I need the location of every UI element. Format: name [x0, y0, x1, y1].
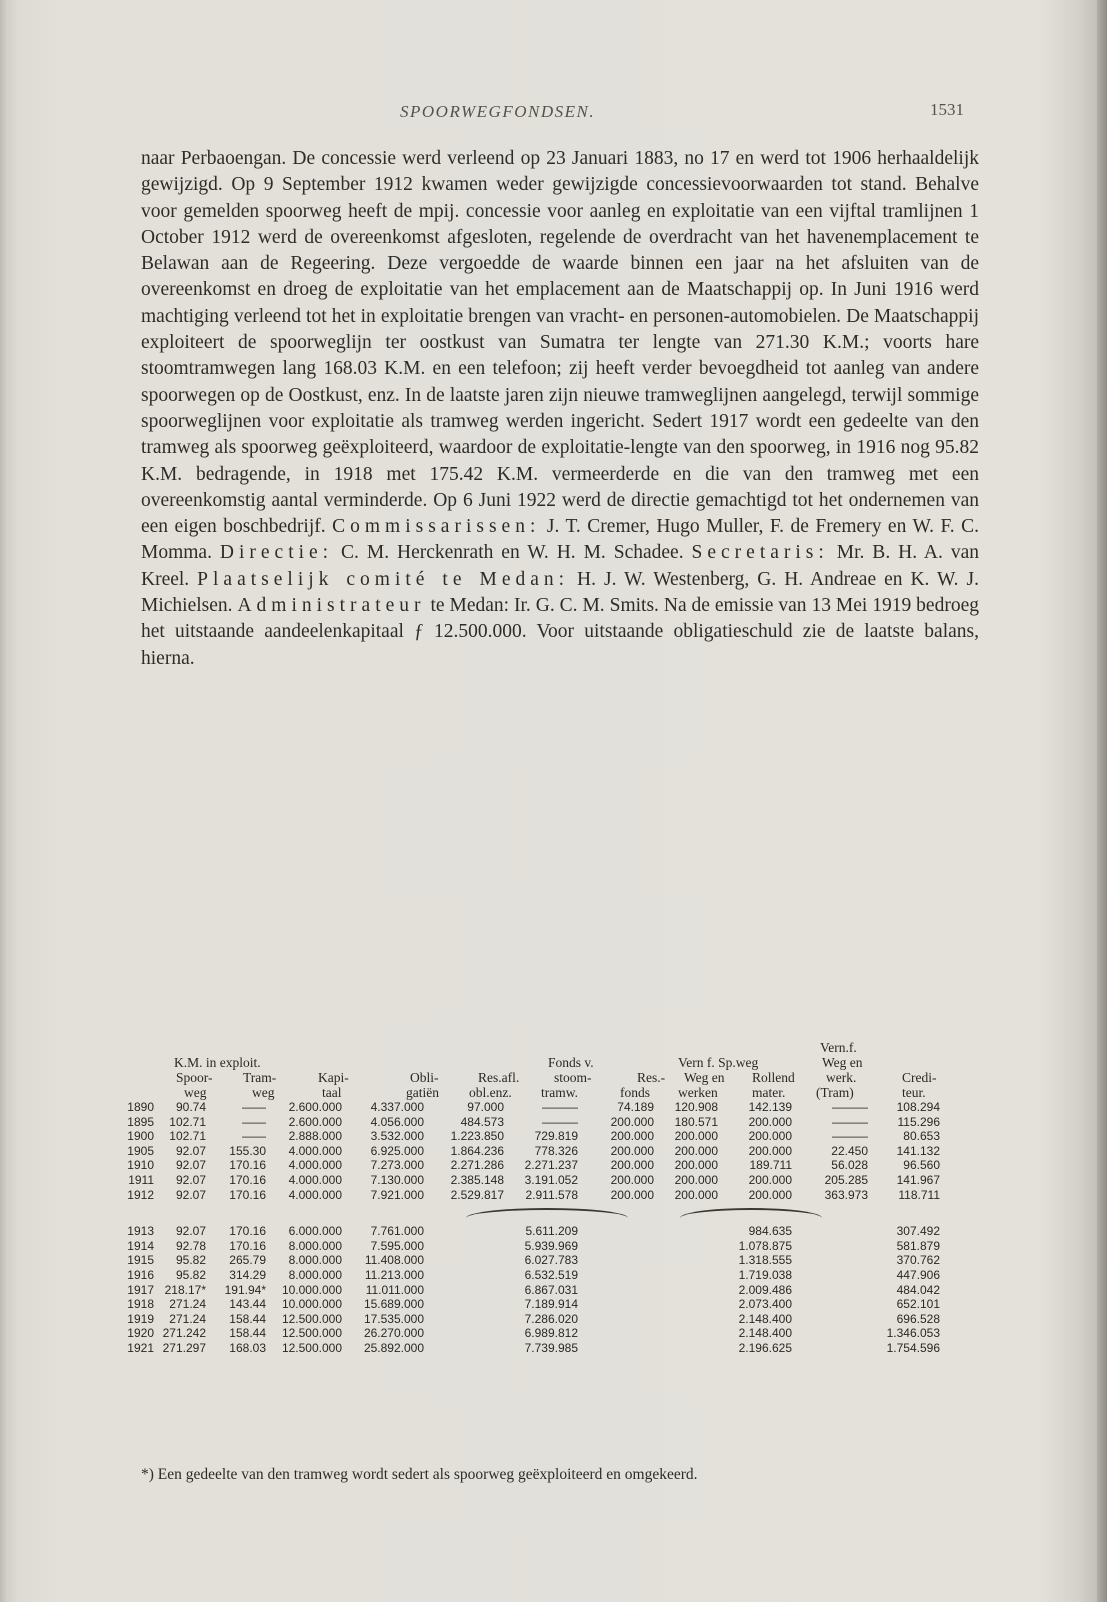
cell-res-fonds: 200.000: [610, 1143, 654, 1158]
header-stoom: stoom-: [554, 1070, 592, 1085]
cell-kapitaal: 2.888.000: [288, 1129, 342, 1144]
cell-kapitaal: 4.000.000: [288, 1172, 342, 1187]
running-title: SPOORWEGFONDSEN.: [400, 102, 596, 121]
cell-obligatien: 25.892.000: [363, 1340, 424, 1355]
header-res: Res.-: [637, 1070, 666, 1085]
cell-crediteur: 141.967: [896, 1172, 940, 1187]
cell-rollend-mater: 200.000: [748, 1172, 792, 1187]
cell-wegen-merged: 1.318.555: [738, 1253, 792, 1268]
table-row: [127, 1238, 982, 1254]
cell-fonds-merged: 6.027.783: [524, 1253, 578, 1268]
cell-kapitaal: 8.000.000: [288, 1253, 342, 1268]
cell-werk-tram: 205.285: [824, 1172, 868, 1187]
cell-kapitaal: 10.000.000: [281, 1297, 342, 1312]
cell-kapitaal: 6.000.000: [288, 1224, 342, 1239]
body-paragraph: [141, 146, 979, 672]
body-text-run: te Medan: Ir. G. C. M. Smits. Na de emissie van 13 Mei 1919 bedroeg het uitstaande aandeelenkapitaal ƒ 12.500.000. Voor uitstaande obligatieschuld zie de laatste balans, hierna.: [141, 595, 979, 669]
cell-kapitaal: 12.500.000: [281, 1311, 342, 1326]
header-tram: Tram-: [243, 1070, 277, 1085]
table-row: [127, 1187, 982, 1203]
body-text-run: J. T. Cremer, Hugo Muller, F. de Fremery en W. F. C. Momma.: [141, 516, 979, 564]
cell-year: 1916: [127, 1267, 154, 1282]
cell-kapitaal: 4.000.000: [288, 1187, 342, 1202]
cell-stoomtramw: 3.191.052: [524, 1172, 578, 1187]
cell-crediteur: 581.879: [896, 1238, 940, 1253]
cell-tramweg: ——: [242, 1129, 266, 1144]
header-rollend: Rollend: [752, 1070, 795, 1085]
cell-obligatien: 7.761.000: [370, 1224, 424, 1239]
table-row: [127, 1311, 982, 1327]
body-text-run: C. M. Herckenrath en W. H. M. Schadee.: [333, 542, 692, 564]
cell-year: 1895: [127, 1114, 154, 1129]
cell-stoomtramw: 2.911.578: [525, 1187, 578, 1202]
cell-obligatien: 4.056.000: [370, 1114, 424, 1129]
header-fonds-v: Fonds v.: [548, 1055, 594, 1070]
header-obl-enz: obl.enz.: [469, 1085, 512, 1100]
cell-spoorweg: 271.24: [169, 1311, 206, 1326]
cell-wegen-werken: 200.000: [674, 1172, 718, 1187]
cell-year: 1918: [127, 1297, 154, 1312]
table-row: [128, 1172, 982, 1188]
cell-rollend-mater: 200.000: [748, 1187, 792, 1202]
header-gatien: gatiën: [406, 1085, 439, 1100]
cell-year: 1890: [127, 1100, 154, 1114]
cell-wegen-merged: 2.148.400: [738, 1326, 792, 1341]
cell-tramweg: 170.16: [229, 1172, 266, 1187]
table-row: [127, 1224, 982, 1239]
cell-res-fonds: 200.000: [610, 1129, 654, 1144]
cell-rollend-mater: 200.000: [748, 1114, 792, 1129]
cell-wegen-merged: 2.196.625: [738, 1340, 792, 1355]
spaced-label: Directie:: [219, 542, 334, 564]
cell-year: 1911: [128, 1172, 154, 1187]
spaced-label: Commissarissen:: [332, 516, 541, 538]
cell-obligatien: 7.921.000: [370, 1187, 424, 1202]
cell-fonds-merged: 6.867.031: [524, 1282, 578, 1297]
header-weg-spoor: weg: [184, 1085, 207, 1100]
cell-rollend-mater: 189.711: [749, 1158, 792, 1173]
cell-spoorweg: 92.07: [175, 1158, 206, 1173]
cell-crediteur: 696.528: [896, 1311, 940, 1326]
book-spine-shadow: [1097, 0, 1107, 1602]
header-fonds: fonds: [620, 1085, 650, 1100]
cell-crediteur: 484.042: [896, 1282, 940, 1297]
cell-kapitaal: 4.000.000: [288, 1143, 342, 1158]
spaced-label: Plaatselijk comité te Medan:: [197, 568, 570, 590]
cell-crediteur: 118.711: [898, 1187, 940, 1202]
table-row: [127, 1158, 982, 1173]
cell-obligatien: 6.925.000: [370, 1143, 424, 1158]
cell-res-afl: 2.385.148: [450, 1172, 504, 1187]
cell-spoorweg: 271.297: [162, 1340, 206, 1355]
cell-werk-tram: 22.450: [831, 1143, 868, 1158]
cell-crediteur: 1.754.596: [886, 1340, 940, 1355]
cell-rollend-mater: 142.139: [748, 1100, 792, 1114]
cell-res-fonds: 200.000: [610, 1172, 654, 1187]
cell-wegen-werken: 180.571: [674, 1114, 718, 1129]
header-obli: Obli-: [410, 1070, 439, 1085]
cell-crediteur: 652.101: [896, 1297, 940, 1312]
header-tramw: tramw.: [541, 1085, 578, 1100]
cell-spoorweg: 271.24: [169, 1297, 206, 1312]
cell-kapitaal: 12.500.000: [281, 1340, 342, 1355]
cell-res-afl: 2.271.286: [450, 1158, 504, 1173]
table-header-line-3: [132, 1070, 982, 1085]
cell-fonds-merged: 6.532.519: [524, 1267, 578, 1282]
cell-stoomtramw: ———: [542, 1100, 578, 1114]
cell-res-fonds: 200.000: [610, 1114, 654, 1129]
cell-res-fonds: 74.189: [617, 1100, 654, 1114]
cell-spoorweg: 102.71: [169, 1129, 206, 1144]
cell-wegen-merged: 1.078.875: [738, 1238, 792, 1253]
table-row: [127, 1129, 982, 1144]
table-header-line-1: [132, 1040, 982, 1055]
cell-year: 1914: [127, 1238, 154, 1253]
cell-spoorweg: 218.17*: [164, 1282, 206, 1297]
cell-res-afl: 2.529.817: [450, 1187, 504, 1202]
cell-year: 1921: [127, 1340, 154, 1355]
cell-res-afl: 484.573: [460, 1114, 504, 1129]
body-text-run: naar Perbaoengan. De concessie werd verleend op 23 Januari 1883, no 17 en werd tot 1906 herhaaldelijk gewijzigd. Op 9 September 1912 kwamen weder gewijzigde concessievoorwaarden tot stand. Behalve voor gemelden spoorweg heeft de mpij. concessie voor aanleg en exploitatie van een vijftal tramlijnen 1 October 1912 werd de overeenkomst afgesloten, regelende de overdracht van het havenemplacement te Belawan aan de Regeering. Deze vergoedde de waarde binnen een jaar na het afsluiten van de overeenkomst en droeg de exploitatie van het emplacement aan de Maatschappij op. In Juni 1916 werd machtiging verleend tot het in exploitatie brengen van vracht- en personen-automobielen. De Maatschappij exploiteert de spoorweglijn ter oostkust van Sumatra ter lengte van 271.30 K.M.; voorts hare stoomtramwegen lang 168.03 K.M. en een telefoon; zij heeft verder bevoegdheid tot aanleg van andere spoorwegen op de Oostkust, enz. In de laatste jaren zijn nieuwe tramweglijnen aangelegd, terwijl sommige spoorweglijnen voor exploitatie als tramweg werden ingericht. Sedert 1917 wordt een gedeelte van den tramweg als spoorweg geëxploiteerd, waardoor de exploitatie-lengte van den spoorweg, in 1916 nog 95.82 K.M. bedragende, in 1918 met 175.42 K.M. vermeerderde en die van den tramweg met een overeenkomstig aantal verminderde. Op 6 Juni 1922 werd de directie gemachtigd tot het ondernemen van een eigen boschbedrijf.: [141, 148, 979, 538]
header-weg-en-werken: Weg en: [684, 1070, 725, 1085]
cell-tramweg: 155.30: [229, 1143, 266, 1158]
cell-tramweg: 168.03: [229, 1340, 266, 1355]
cell-obligatien: 7.130.000: [370, 1172, 424, 1187]
cell-kapitaal: 8.000.000: [288, 1267, 342, 1282]
cell-spoorweg: 92.07: [175, 1187, 206, 1202]
table-row: [127, 1282, 982, 1298]
cell-obligatien: 15.689.000: [363, 1297, 424, 1312]
cell-werk-tram: 56.028: [831, 1158, 868, 1173]
cell-obligatien: 11.408.000: [364, 1253, 424, 1268]
cell-res-fonds: 200.000: [610, 1187, 654, 1202]
cell-wegen-merged: 2.009.486: [738, 1282, 792, 1297]
cell-werk-tram: ———: [832, 1129, 868, 1144]
cell-obligatien: 7.595.000: [370, 1238, 424, 1253]
table-rows-1890-1912: [127, 1100, 982, 1202]
cell-spoorweg: 95.82: [175, 1253, 206, 1268]
cell-spoorweg: 102.71: [169, 1114, 206, 1129]
cell-crediteur: 370.762: [896, 1253, 940, 1268]
cell-stoomtramw: 2.271.237: [524, 1158, 578, 1173]
cell-crediteur: 307.492: [896, 1224, 940, 1239]
cell-year: 1915: [127, 1253, 154, 1268]
cell-crediteur: 80.653: [903, 1129, 940, 1144]
header-kapi: Kapi-: [318, 1070, 349, 1085]
financial-table: [127, 1040, 982, 1356]
table-row: [127, 1100, 982, 1115]
header-teur: teur.: [902, 1085, 926, 1100]
cell-wegen-werken: 200.000: [674, 1187, 718, 1202]
cell-obligatien: 7.273.000: [370, 1158, 424, 1173]
cell-wegen-merged: 2.148.400: [738, 1311, 792, 1326]
cell-tramweg: 158.44: [229, 1311, 266, 1326]
cell-rollend-mater: 200.000: [748, 1129, 792, 1144]
cell-stoomtramw: ———: [542, 1114, 578, 1129]
table-header-line-2: [132, 1055, 982, 1070]
cell-kapitaal: 10.000.000: [281, 1282, 342, 1297]
cell-spoorweg: 92.78: [175, 1238, 206, 1253]
header-vern-f-spweg: Vern f. Sp.weg: [678, 1055, 759, 1070]
cell-wegen-werken: 200.000: [674, 1158, 718, 1173]
cell-tramweg: 158.44: [229, 1326, 266, 1341]
cell-werk-tram: ———: [832, 1114, 868, 1129]
cell-res-afl: 97.000: [467, 1100, 504, 1114]
cell-wegen-merged: 2.073.400: [738, 1297, 792, 1312]
cell-year: 1917: [127, 1282, 154, 1297]
cell-wegen-merged: 1.719.038: [738, 1267, 792, 1282]
cell-crediteur: 447.906: [896, 1267, 940, 1282]
header-vern-f: Vern.f.: [820, 1040, 857, 1055]
cell-res-afl: 1.223.850: [450, 1129, 504, 1144]
table-row: [127, 1297, 982, 1312]
cell-rollend-mater: 200.000: [748, 1143, 792, 1158]
cell-wegen-werken: 200.000: [674, 1143, 718, 1158]
cell-stoomtramw: 729.819: [534, 1129, 578, 1144]
cell-spoorweg: 92.07: [175, 1143, 206, 1158]
cell-tramweg: 265.79: [229, 1253, 266, 1268]
cell-spoorweg: 95.82: [175, 1267, 206, 1282]
cell-crediteur: 96.560: [903, 1158, 940, 1173]
cell-tramweg: ——: [242, 1114, 266, 1129]
cell-crediteur: 141.132: [896, 1143, 940, 1158]
cell-tramweg: 143.44: [229, 1297, 266, 1312]
cell-obligatien: 17.535.000: [363, 1311, 424, 1326]
body-text-run: H. J. W. Westenberg, G. H. Andreae en K. W. J. Michielsen.: [141, 568, 979, 617]
spaced-label: Administrateur: [237, 595, 426, 617]
cell-stoomtramw: 778.326: [534, 1143, 578, 1158]
cell-kapitaal: 2.600.000: [288, 1100, 342, 1114]
cell-spoorweg: 271.242: [162, 1326, 206, 1341]
header-km-exploit: K.M. in exploit.: [174, 1055, 261, 1070]
header-weg-en: Weg en: [822, 1055, 863, 1070]
header-taal: taal: [322, 1085, 342, 1100]
cell-tramweg: 170.16: [229, 1224, 266, 1239]
cell-year: 1900: [127, 1129, 154, 1144]
header-mater: mater.: [752, 1085, 786, 1100]
cell-year: 1912: [127, 1187, 154, 1202]
cell-wegen-werken: 120.908: [674, 1100, 718, 1114]
cell-werk-tram: 363.973: [824, 1187, 868, 1202]
table-row: [127, 1340, 982, 1356]
cell-tramweg: 314.29: [229, 1267, 266, 1282]
cell-obligatien: 11.011.000: [365, 1282, 424, 1297]
cell-obligatien: 11.213.000: [364, 1267, 424, 1282]
cell-crediteur: 1.346.053: [886, 1326, 940, 1341]
cell-year: 1905: [127, 1143, 154, 1158]
header-werken: werken: [678, 1085, 718, 1100]
cell-wegen-werken: 200.000: [674, 1129, 718, 1144]
cell-spoorweg: 90.74: [175, 1100, 206, 1114]
cell-fonds-merged: 5.939.969: [524, 1238, 578, 1253]
cell-fonds-merged: 6.989.812: [524, 1326, 578, 1341]
cell-kapitaal: 4.000.000: [288, 1158, 342, 1173]
cell-obligatien: 4.337.000: [370, 1100, 424, 1114]
header-tram-paren: (Tram): [816, 1085, 854, 1100]
brace-fonds-merge: [466, 1208, 628, 1218]
cell-werk-tram: ———: [832, 1100, 868, 1114]
cell-res-fonds: 200.000: [610, 1158, 654, 1173]
header-res-afl: Res.afl.: [478, 1070, 520, 1085]
footnote: *) Een gedeelte van den tramweg wordt sedert als spoorweg geëxploiteerd en omgekeerd.: [141, 1466, 698, 1483]
table-header-line-4: [132, 1085, 982, 1100]
merge-braces: [132, 1202, 982, 1224]
cell-year: 1910: [127, 1158, 154, 1173]
cell-kapitaal: 8.000.000: [288, 1238, 342, 1253]
body-paragraph-text: [141, 146, 979, 672]
header-credi: Credi-: [902, 1070, 937, 1085]
cell-fonds-merged: 7.286.020: [524, 1311, 578, 1326]
table-row: [127, 1143, 982, 1159]
cell-year: 1920: [127, 1326, 154, 1341]
header-werk: werk.: [826, 1070, 857, 1085]
cell-kapitaal: 12.500.000: [281, 1326, 342, 1341]
cell-wegen-merged: 984.635: [748, 1224, 792, 1239]
cell-year: 1919: [127, 1311, 154, 1326]
table-rows-1913-1921: [127, 1224, 982, 1355]
cell-fonds-merged: 5.611.209: [525, 1224, 578, 1239]
cell-obligatien: 3.532.000: [370, 1129, 424, 1144]
table-row: [127, 1253, 982, 1268]
cell-year: 1913: [127, 1224, 154, 1239]
cell-obligatien: 26.270.000: [363, 1326, 424, 1341]
brace-wegen-merge: [680, 1208, 822, 1218]
table-row: [127, 1267, 982, 1283]
cell-res-afl: 1.864.236: [450, 1143, 504, 1158]
cell-crediteur: 108.294: [896, 1100, 940, 1114]
cell-tramweg: 170.16: [229, 1238, 266, 1253]
header-weg-tram: weg: [252, 1085, 275, 1100]
table-row: [127, 1326, 982, 1341]
cell-spoorweg: 92.07: [175, 1172, 206, 1187]
body-text-run: Mr. B. H. A. van Kreel.: [141, 542, 979, 590]
cell-tramweg: 170.16: [229, 1187, 266, 1202]
cell-tramweg: 191.94*: [224, 1282, 266, 1297]
cell-fonds-merged: 7.189.914: [524, 1297, 578, 1312]
cell-tramweg: ——: [242, 1100, 266, 1114]
header-spoor: Spoor-: [176, 1070, 213, 1085]
cell-kapitaal: 2.600.000: [288, 1114, 342, 1129]
cell-fonds-merged: 7.739.985: [524, 1340, 578, 1355]
page-left-edge: [0, 0, 8, 1602]
cell-spoorweg: 92.07: [175, 1224, 206, 1239]
cell-crediteur: 115.296: [897, 1114, 940, 1129]
cell-tramweg: 170.16: [229, 1158, 266, 1173]
spaced-label: Secretaris:: [691, 542, 829, 564]
table-row: [127, 1114, 982, 1130]
page-number: 1531: [930, 100, 964, 119]
